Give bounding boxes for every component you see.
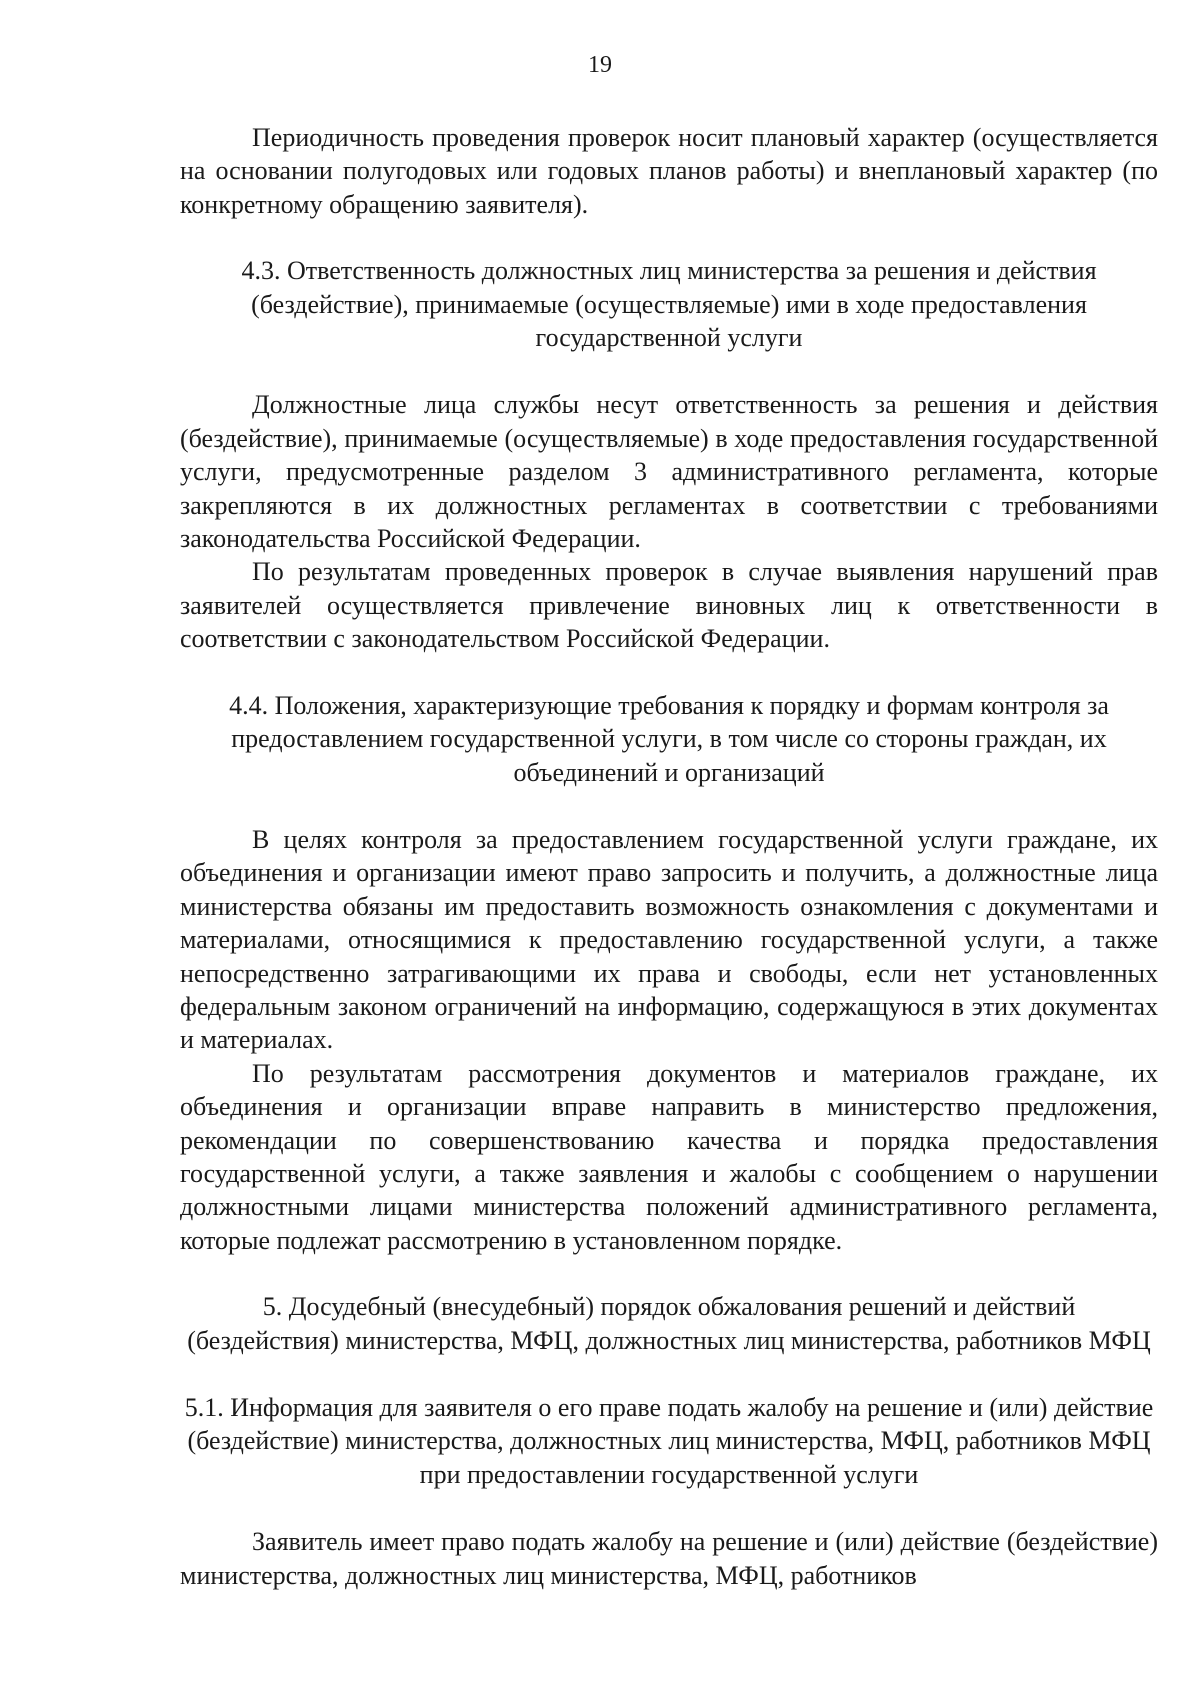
paragraph-complaint-right: Заявитель имеет право подать жалобу на решение и (или) действие (бездействие) министерства, должностных лиц министерства, МФЦ, работников <box>180 1527 1158 1590</box>
page-content <box>180 121 1158 1592</box>
paragraph-officials-responsibility: Должностные лица службы несут ответственность за решения и действия (бездействие), принимаемые (осуществляемые) в ходе предоставления государственной услуги, предусмотренные разделом 3 административного регламента, которые закрепляются в их должностных регламентах в соответствии с требованиями законодательства Российской Федерации. <box>180 390 1158 554</box>
heading-5-1: 5.1. Информация для заявителя о его праве подать жалобу на решение и (или) действие (бездействие) министерства, должностных лиц министерства, МФЦ, работников МФЦ при предоставлении государственной услуги <box>184 1393 1154 1489</box>
paragraph-inspection-results: По результатам проведенных проверок в случае выявления нарушений прав заявителей осуществляется привлечение виновных лиц к ответственности в соответствии с законодательством Российской Федерации. <box>180 557 1158 654</box>
page-number: 19 <box>588 52 612 78</box>
heading-5: 5. Досудебный (внесудебный) порядок обжалования решений и действий (бездействия) министерства, МФЦ, должностных лиц министерства, работников МФЦ <box>187 1292 1151 1355</box>
paragraph-inspection-periodicity: Периодичность проведения проверок носит плановый характер (осуществляется на основании полугодовых или годовых планов работы) и внеплановый характер (по конкретному обращению заявителя). <box>180 123 1158 219</box>
heading-4-3: 4.3. Ответственность должностных лиц министерства за решения и действия (бездействие), принимаемые (осуществляемые) ими в ходе предоставления государственной услуги <box>241 256 1097 353</box>
heading-4-4: 4.4. Положения, характеризующие требования к порядку и формам контроля за предоставлением государственной услуги, в том числе со стороны граждан, их объединений и организаций <box>229 690 1109 787</box>
paragraph-citizen-control: В целях контроля за предоставлением государственной услуги граждане, их объединения и организации имеют право запросить и получить, а должностные лица министерства обязаны им предоставить возможность ознакомления с документами и материалами, относящимися к предоставлению государственной услуги, а также непосредственно затрагивающими их права и свободы, если нет установленных федеральным законом ограничений на информацию, содержащуюся в этих документах и материалах. <box>180 824 1158 1055</box>
paragraph-review-results: По результатам рассмотрения документов и материалов граждане, их объединения и организации вправе направить в министерство предложения, рекомендации по совершенствованию качества и порядка предоставления государственной услуги, а также заявления и жалобы с сообщением о нарушении должностными лицами министерства положений административного регламента, которые подлежат рассмотрению в установленном порядке. <box>180 1058 1158 1255</box>
